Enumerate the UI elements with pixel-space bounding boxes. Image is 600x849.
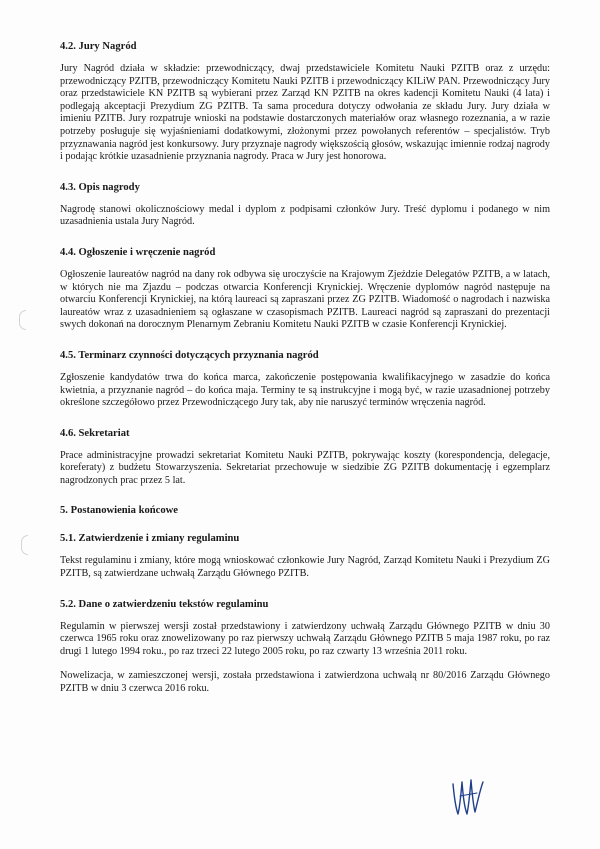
section-5-1 [60,532,550,580]
section-paragraph: Regulamin w pierwszej wersji został przedstawiony i zatwierdzony uchwałą Zarządu Głównego PZITB w dniu 30 czerwca 1965 roku oraz znowelizowany po raz pierwszy uchwałą Zarządu Głównego PZITB 5 maja 1987 roku, po raz drugi 1 lutego 1994 roku., po raz trzeci 22 lutego 2005 roku, po raz czwarty 13 września 2011 roku. [60,620,550,657]
section-heading: 5.2. Dane o zatwierdzeniu tekstów regulaminu [60,598,269,610]
section-paragraph: Jury Nagród działa w składzie: przewodniczący, dwaj przedstawiciele Komitetu Nauki PZITB oraz z urzędu: przewodniczący PZITB, przewodniczący Komitetu Nauki PZITB i przewodniczący KILiW PAN. Przewodniczący Jury oraz przedstawiciele KN PZITB są wybierani przez Zarząd KN PZITB na okres kadencji Komitetu Nauki (4 lata) i podlegają akceptacji Prezydium ZG PZITB. Ta sama procedura dotyczy odwołania ze składu Jury. Jury działa w imieniu PZITB. Jury rozpatruje wnioski na podstawie dostarczonych materiałów oraz własnego rozeznania, a w razie potrzeby posługuje się wyjaśnieniami dodatkowymi, złożonymi przez powołanych referentów – specjalistów. Tryb przyznawania nagród jest konkursowy. Jury przyznaje nagrody większością głosów, wskazując imiennie rodzaj nagrody i podając krótkie uzasadnienie przyznania nagrody. Praca w Jury jest honorowa. [60,63,550,163]
section-paragraph: Ogłoszenie laureatów nagród na dany rok odbywa się uroczyście na Krajowym Zjeździe Delegatów PZITB, a w latach, w których nie ma Zjazdu – podczas otwarcia Konferencji Krynickiej. Wręczenie dyplomów nagród następuje na otwarciu Konferencji Krynickiej, na którą laureaci są zapraszani przez ZG PZITB. Wiadomość o nagrodach i nazwiska laureatów wraz z uzasadnieniem są ogłaszane w czasopismach PZITB. Laureaci nagród są zapraszani do prezentacji swych dokonań na dorocznym Plenarnym Zebraniu Komitetu Nauki PZITB w czasie Konferencji Krynickiej. [60,268,550,331]
section-paragraph: Tekst regulaminu i zmiany, które mogą wnioskować członkowie Jury Nagród, Zarząd Komitetu Nauki i Prezydium ZG PZITB, są zatwierdzane uchwałą Zarządu Głównego PZITB. [60,555,550,580]
section-4-5 [60,349,550,410]
section-4-4 [60,246,550,332]
section-4-3 [60,181,550,229]
section-heading: 4.6. Sekretariat [60,427,130,439]
section-heading: 4.4. Ogłoszenie i wręczenie nagród [60,246,216,258]
section-4-2 [60,40,550,164]
section-paragraph: Nowelizacja, w zamieszczonej wersji, została przedstawiona i zatwierdzona uchwałą nr 80/2016 Zarządu Głównego PZITB w dniu 3 czerwca 2016 roku. [60,670,550,695]
section-heading: 4.5. Terminarz czynności dotyczących przyznania nagród [60,349,319,361]
section-4-6 [60,427,550,488]
section-heading: 4.2. Jury Nagród [60,41,137,52]
section-heading: 4.3. Opis nagrody [60,181,140,193]
section-heading: 5. Postanowienia końcowe [60,505,179,517]
section-paragraph: Zgłoszenie kandydatów trwa do końca marca, zakończenie postępowania kwalifikacyjnego w zasadzie do końca kwietnia, a przyznanie nagród – do końca maja. Terminy te są instrukcyjne i mogą być, w razie uzasadnionej potrzeby określone szczegółowo przez Przewodniczącego Jury tak, aby nie naruszyć terminów wręczenia nagród. [60,371,550,409]
section-5 [60,504,550,517]
section-paragraph: Prace administracyjne prowadzi sekretariat Komitetu Nauki PZITB, pokrywając koszty (korespondencja, delegacje, koreferaty) z budżetu Stowarzyszenia. Sekretariat przechowuje w siedzibie ZG PZITB dokumentację i egzemplarz nagrodzonych prac przez 5 lat. [60,449,550,486]
section-paragraph: Nagrodę stanowi okolicznościowy medal i dyplom z podpisami członków Jury. Treść dyplomu i podanego w nim uzasadnienia ustala Jury Nagród. [60,203,550,228]
handwritten-signature [450,776,486,820]
document-body [60,40,550,696]
section-5-2 [60,598,550,696]
section-heading: 5.1. Zatwierdzenie i zmiany regulaminu [60,533,240,545]
punch-hole-mark [19,310,26,330]
punch-hole-mark [21,535,28,555]
